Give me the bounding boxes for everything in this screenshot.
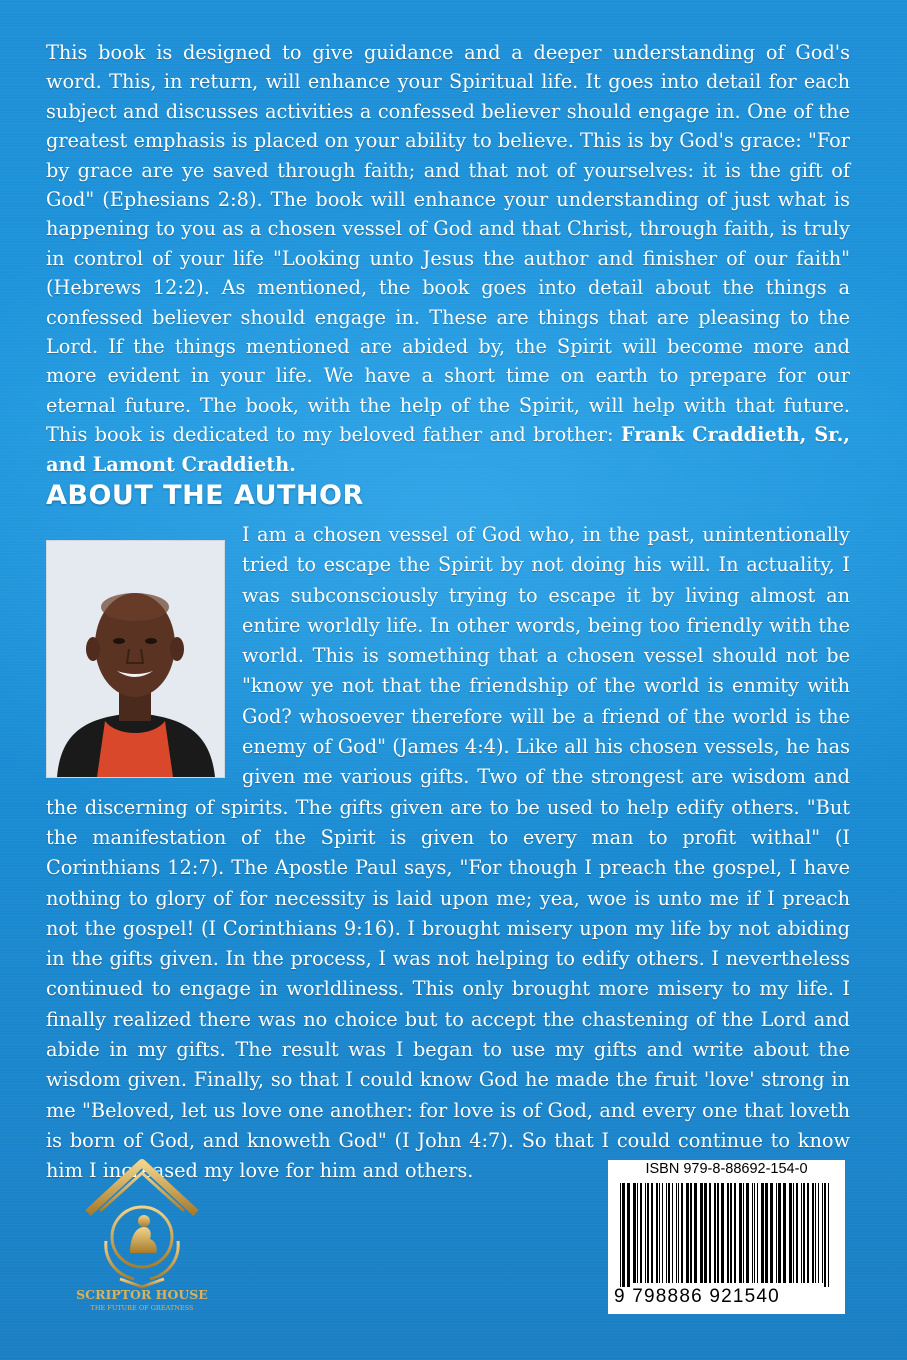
barcode — [620, 1183, 833, 1287]
publisher-tagline: THE FUTURE OF GREATNESS — [90, 1304, 194, 1312]
about-author-heading: ABOUT THE AUTHOR — [46, 480, 364, 511]
publisher-name: SCRIPTOR HOUSE — [76, 1287, 208, 1302]
blurb-dedication: Frank Craddieth, Sr., and Lamont Craddieth. — [46, 423, 850, 476]
back-cover-blurb — [46, 38, 850, 479]
isbn-digits: 9 798886 921540 — [614, 1286, 780, 1307]
isbn-barcode-box — [608, 1160, 845, 1314]
blurb-text: This book is designed to give guidance and a deeper understanding of God's word. This, in return, will enhance your Spiritual life. It goes into detail for each subject and discusses activities a confessed believer should engage in. One of the greatest emphasis is placed on your ability to believe. This is by God's grace: "For by grace are ye saved through faith; and that not of yourselves: it is the gift of God" (Ephesians 2:8). The book will enhance your understanding of just what is happening to you as a chosen vessel of God and that Christ, through faith, is truly in control of your life "Looking unto Jesus the author and finisher of our faith" (Hebrews 12:2). As mentioned, the book goes into detail about the things a confessed believer should engage in. These are things that are pleasing to the Lord. If the things mentioned are abided by, the Spirit will become more and more evident in your life. We have a short time on earth to prepare for our eternal future. The book, with the help of the Spirit, will help with that future. This book is dedicated to my beloved father and brother: — [46, 41, 850, 447]
author-photo — [46, 540, 225, 778]
author-bio — [46, 520, 850, 1187]
publisher-logo — [70, 1155, 215, 1315]
isbn-label: ISBN 979-8-88692-154-0 — [645, 1161, 808, 1177]
author-bio-text: I am a chosen vessel of God who, in the past, unintentionally tried to escape the Spirit by not doing his will. In actuality, I was subconsciously trying to escape it by living almost an entire worldly life. In other words, being too friendly with the world. This is something that a chosen vessel should not be "know ye not that the friendship of the world is enmity with God? whosoever therefore will be a friend of the world is the enemy of God" (James 4:4). Like all his chosen vessels, he has given me various gifts. Two of the strongest are wisdom and the discerning of spirits. The gifts given are to be used to help edify others. "But the manifestation of the Spirit is given to every man to profit withal" (I Corinthians 12:7). The Apostle Paul says, "For though I preach the gospel, I have nothing to glory of for necessity is laid upon me; yea, woe is unto me if I preach not the gospel! (I Corinthians 9:16). I brought misery upon my life by not abiding in the gifts given. In the process, I was not helping to edify others. I nevertheless continued to engage in worldliness. This only brought more misery to my life. I finally realized there was no choice but to accept the chastening of the Lord and abide in my gifts. The result was I began to use my gifts and write about the wisdom given. Finally, so that I could know God he made the fruit 'love' strong in me "Beloved, let us love one another: for love is of God, and every one that loveth is born of God, and knoweth God" (I John 4:7). So that I could continue to know him I increased my love for him and others. — [46, 523, 850, 1183]
